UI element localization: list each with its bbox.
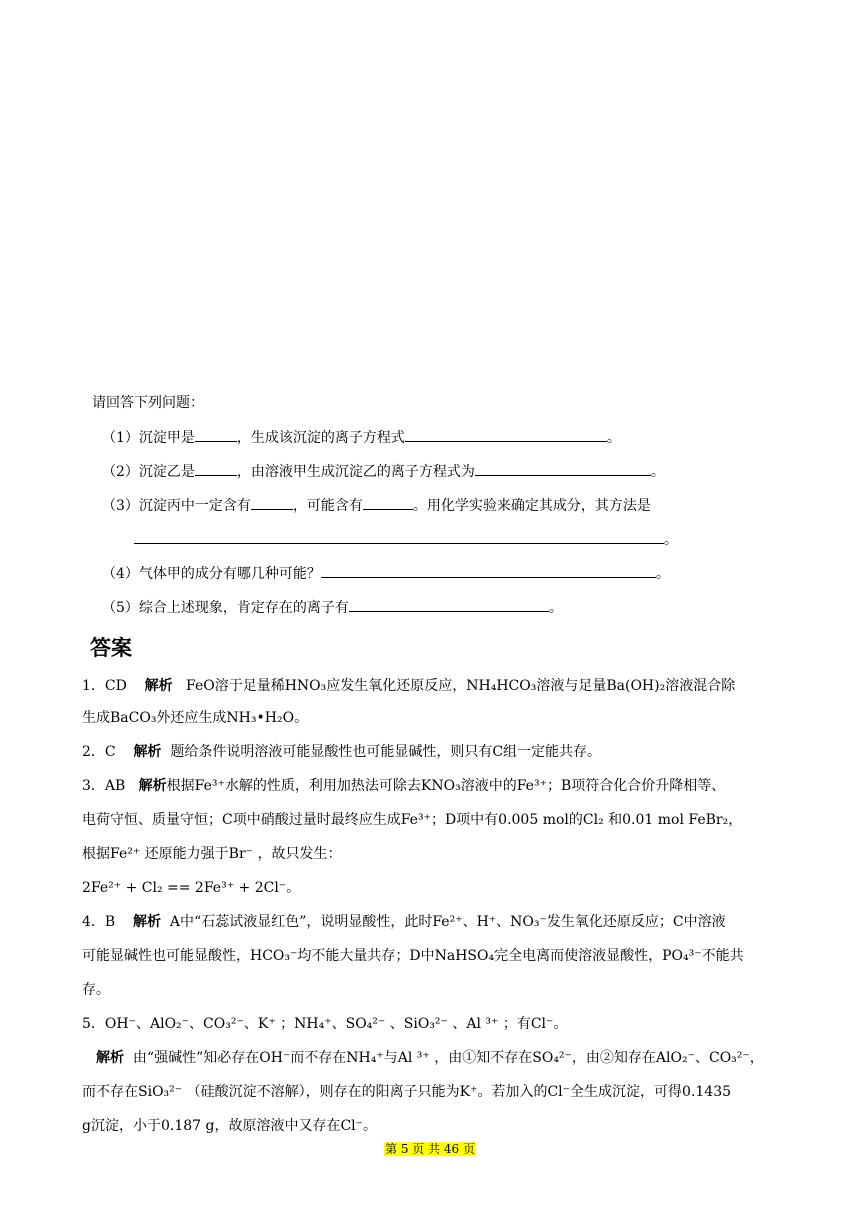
blank-answer[interactable] <box>475 461 651 476</box>
answer-4-line-3: 存。 <box>82 982 110 998</box>
blank-answer[interactable] <box>195 427 237 442</box>
blank-answer[interactable] <box>349 597 549 612</box>
question-1: （1）沉淀甲是 ，生成该沉淀的离子方程式 。 <box>102 427 621 448</box>
blank-answer[interactable] <box>251 495 293 510</box>
question-4: （4）气体甲的成分有哪几种可能？ 。 <box>102 563 670 584</box>
answer-5-line-3: 而不存在SiO₃²⁻ （硅酸沉淀不溶解），则存在的阳离子只能为K⁺。若加入的Cl⁻全生成沉淀，可得0.1435 <box>82 1084 732 1100</box>
blank-answer[interactable] <box>195 461 237 476</box>
answer-5-line-1: 5．OH⁻、AlO₂⁻、CO₃²⁻、K⁺ ；NH₄⁺、SO₄²⁻ 、SiO₃²⁻ 、Al ³⁺ ；有Cl⁻。 <box>82 1016 568 1032</box>
question-5: （5）综合上述现象，肯定存在的离子有 。 <box>102 597 563 618</box>
blank-answer[interactable] <box>363 495 413 510</box>
answers-heading: 答案 <box>90 636 132 660</box>
question-3: （3）沉淀丙中一定含有 ，可能含有 。用化学实验来确定其成分，其方法是 <box>102 495 651 516</box>
answer-1-line-2: 生成BaCO₃外还应生成NH₃•H₂O。 <box>82 710 309 726</box>
answer-3-line-4: 2Fe²⁺ + Cl₂ == 2Fe³⁺ + 2Cl⁻。 <box>82 880 301 896</box>
blank-answer[interactable] <box>321 563 656 578</box>
answer-5-line-4: g沉淀，小于0.187 g，故原溶液中又存在Cl⁻。 <box>82 1118 378 1134</box>
answer-4-line-2: 可能显碱性也可能显酸性，HCO₃⁻均不能大量共存；D中NaHSO₄完全电离而使溶液显酸性，PO₄³⁻不能共 <box>82 948 744 964</box>
question-3-continued: 。 <box>134 529 678 550</box>
answer-3-line-3: 根据Fe²⁺ 还原能力强于Br⁻ ，故只发生： <box>82 846 342 862</box>
answer-5-line-2: 解析 由“强碱性”知必存在OH⁻而不存在NH₄⁺与Al ³⁺ ，由①知不存在SO₄²⁻，由②知存在AlO₂⁻、CO₃²⁻， <box>96 1050 764 1066</box>
answer-4-line-1: 4．B 解析 A中“石蕊试液显红色”，说明显酸性，此时Fe²⁺、H⁺、NO₃⁻发生氧化还原反应；C中溶液 <box>82 914 726 930</box>
question-2: （2）沉淀乙是 ，由溶液甲生成沉淀乙的离子方程式为 。 <box>102 461 665 482</box>
blank-answer[interactable] <box>405 427 607 442</box>
answer-3-line-2: 电荷守恒、质量守恒；C项中硝酸过量时最终应生成Fe³⁺；D项中有0.005 mol的Cl₂ 和0.01 mol FeBr₂， <box>82 812 743 828</box>
answer-3-line-1: 3．AB 解析根据Fe³⁺水解的性质，利用加热法可除去KNO₃溶液中的Fe³⁺；B项符合化合价升降相等、 <box>82 778 726 794</box>
answer-1-line-1: 1．CD 解析 FeO溶于足量稀HNO₃应发生氧化还原反应，NH₄HCO₃溶液与足量Ba(OH)₂溶液混合除 <box>82 678 736 694</box>
questions-intro: 请回答下列问题： <box>92 395 204 411</box>
blank-answer[interactable] <box>134 529 664 544</box>
page-number: 第 5 页 共 46 页 <box>385 1142 475 1156</box>
answer-2-line-1: 2．C 解析 题给条件说明溶液可能显酸性也可能显碱性，则只有C组一定能共存。 <box>82 744 602 760</box>
page-footer <box>0 1140 860 1157</box>
